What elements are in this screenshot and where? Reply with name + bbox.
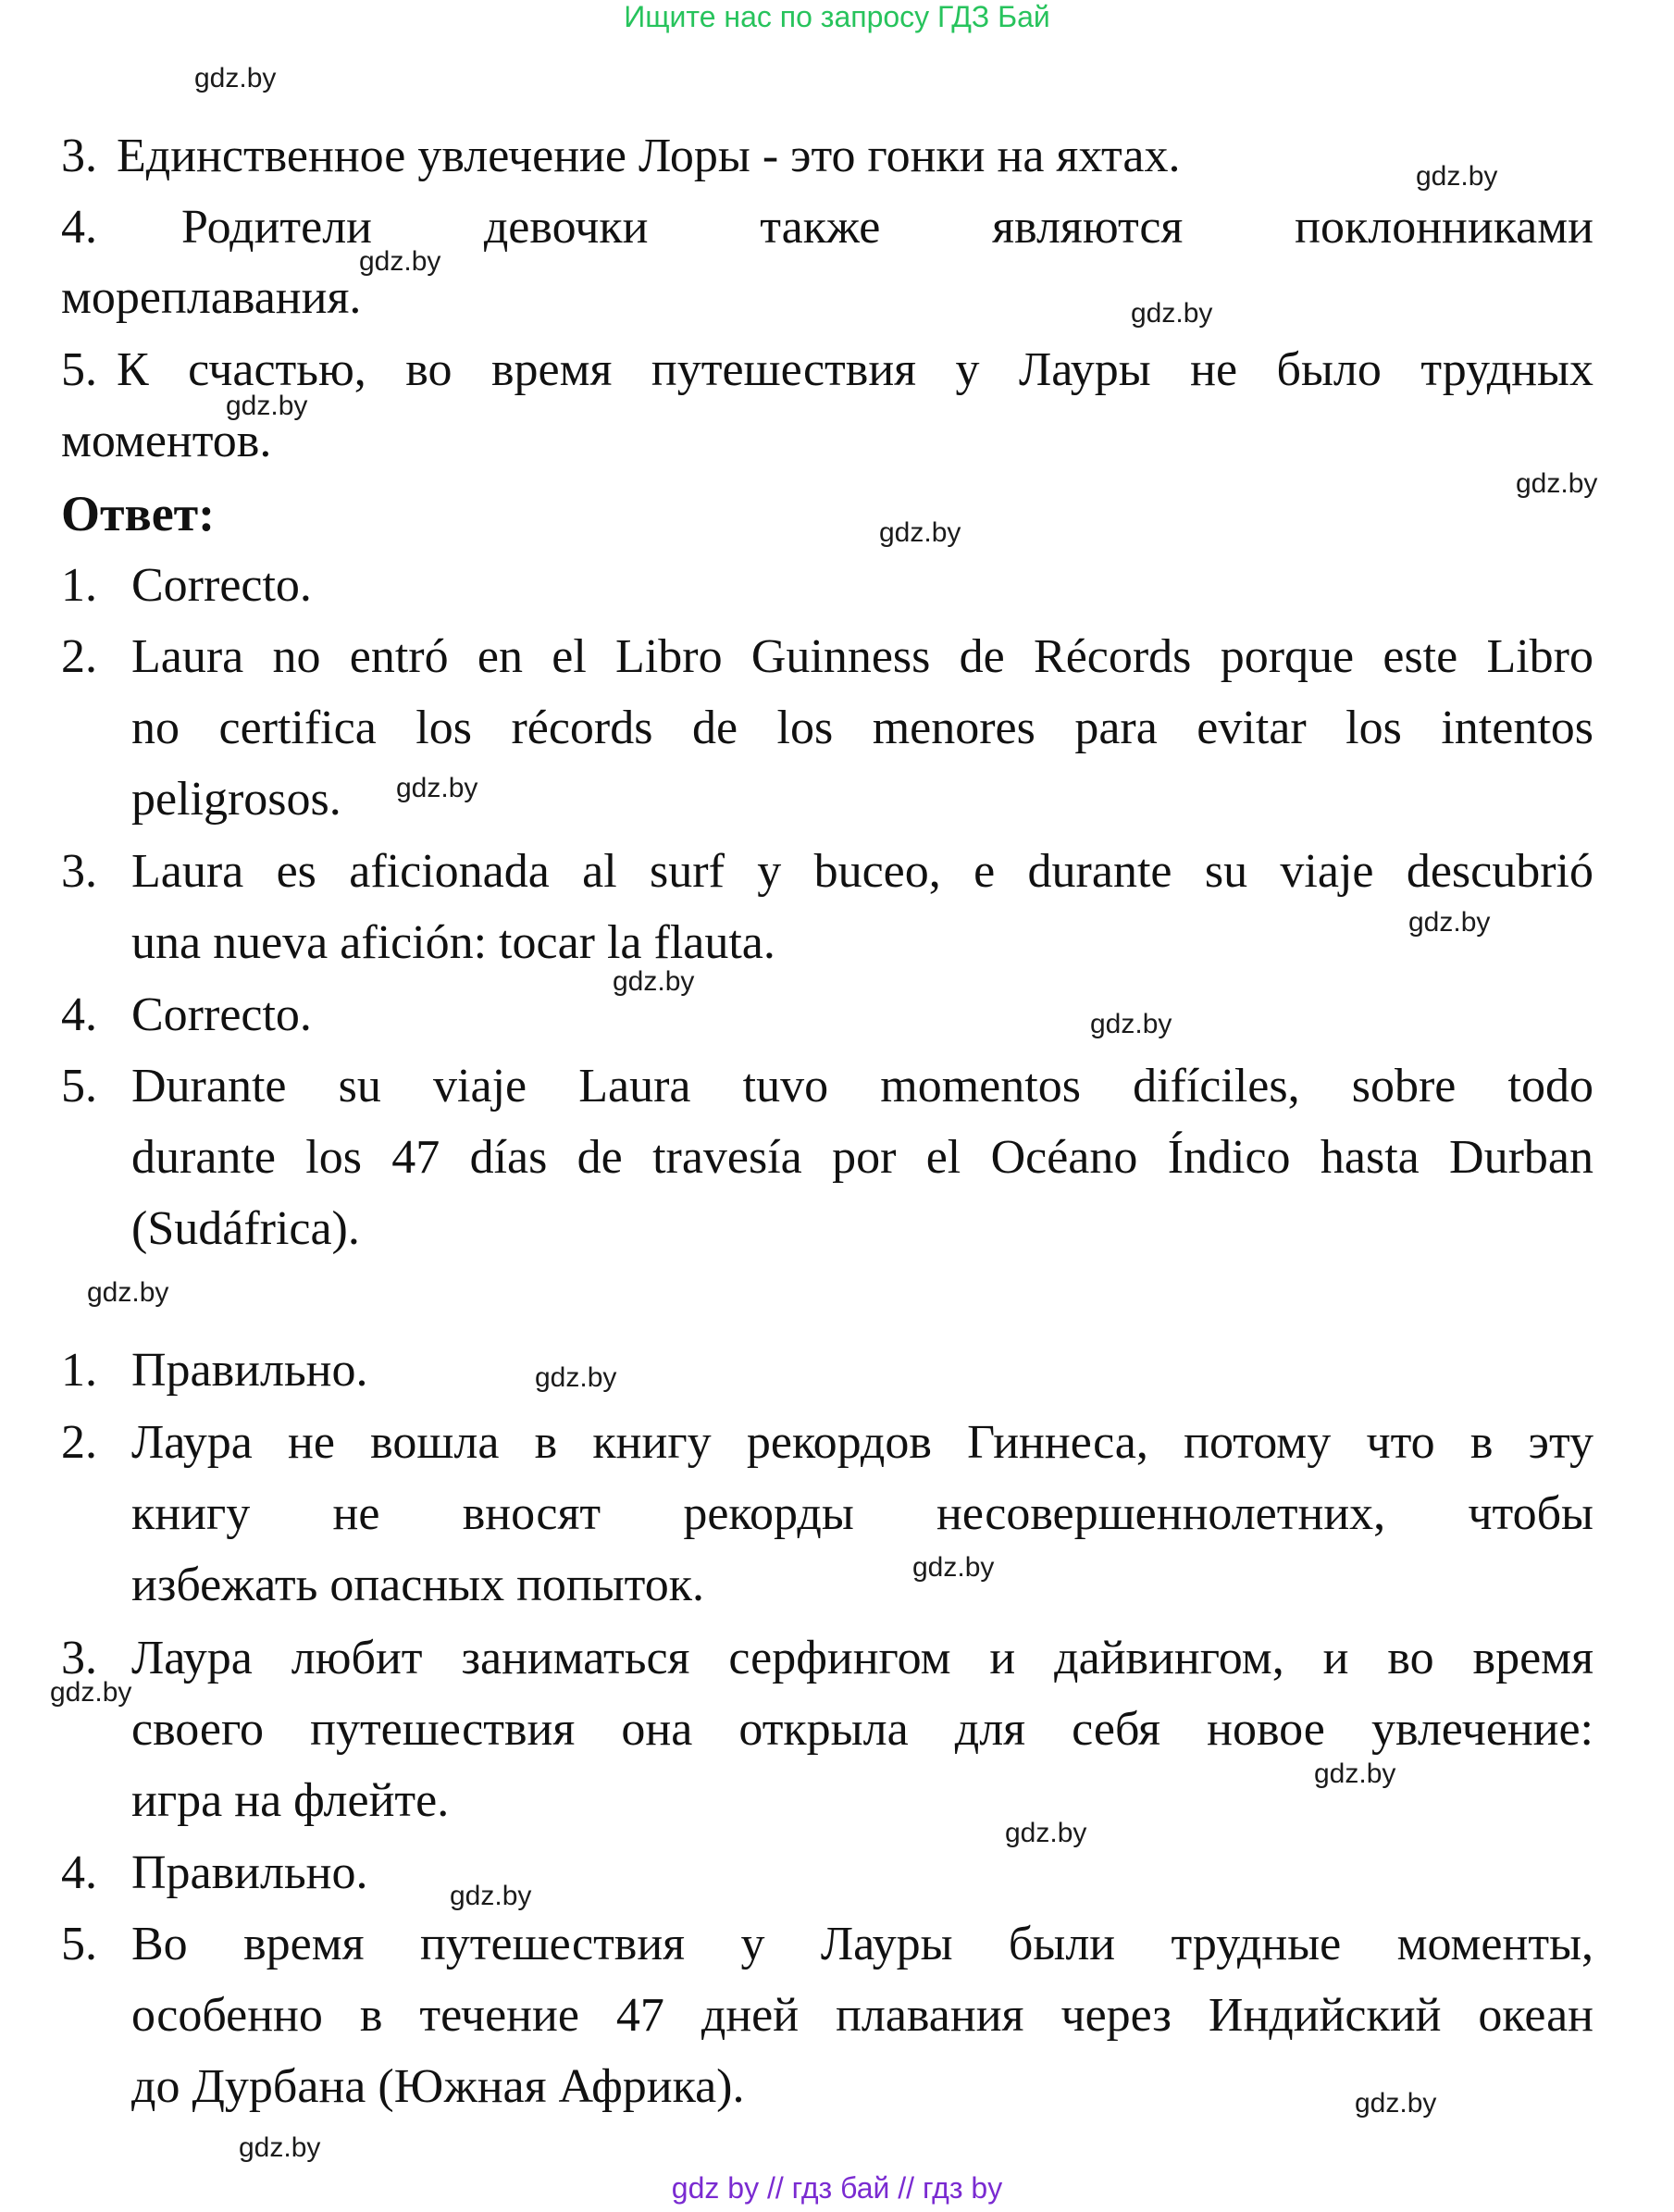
watermark: gdz.by [194, 63, 277, 93]
answer-es-1 [61, 550, 1593, 621]
watermark: gdz.by [359, 246, 441, 277]
answer-text-row: Во время путешествия у Лауры были трудные моменты, [131, 1918, 1593, 1970]
answer-text-row: Correcto. [131, 988, 312, 1041]
watermark: gdz.by [879, 517, 961, 548]
answer-number: 2. [61, 1416, 97, 1469]
answer-text-row: игра на флейте. [131, 1774, 450, 1827]
watermark: gdz.by [1131, 298, 1213, 329]
statement-3 [61, 120, 1593, 192]
statement-text-row: Родители девочки также являются поклонниками [181, 201, 1593, 254]
watermark: gdz.by [1416, 161, 1498, 192]
answer-text-row: Лаура любит заниматься серфингом и дайвингом, и во время [131, 1632, 1593, 1684]
watermark: gdz.by [87, 1277, 169, 1308]
answer-es-5 [61, 1050, 1593, 1264]
answer-text-row: Правильно. [131, 1344, 368, 1397]
answer-ru-1 [61, 1335, 1593, 1406]
answer-ru-3 [61, 1622, 1593, 1836]
top-banner: Ищите нас по запросу ГДЗ Бай [624, 0, 1050, 33]
answer-text-row: durante los 47 días de travesía por el Océano Índico hasta Durban [131, 1131, 1593, 1184]
answer-number: 5. [61, 1918, 97, 1970]
statement-4-continuation: мореплавания. [61, 271, 362, 324]
answer-heading: Ответ: [61, 486, 216, 541]
answer-text-row: Correcto. [131, 559, 312, 612]
answer-number: 2. [61, 630, 97, 683]
watermark: gdz.by [1314, 1758, 1396, 1789]
answer-number: 4. [61, 1846, 97, 1899]
answer-es-3 [61, 836, 1593, 978]
statement-4 [61, 192, 1593, 263]
answer-text-row: Laura es aficionada al surf y buceo, e durante su viaje descubrió [131, 845, 1593, 898]
answer-text-row: una nueva afición: tocar la flauta. [131, 916, 775, 969]
answer-es-2 [61, 621, 1593, 835]
answer-text-row: своего путешествия она открыла для себя новое увлечение: [131, 1703, 1593, 1756]
watermark: gdz.by [1408, 907, 1491, 938]
watermark: gdz.by [450, 1881, 532, 1911]
answer-number: 4. [61, 988, 97, 1041]
statement-text: Единственное увлечение Лоры - это гонки на яхтах. [117, 130, 1181, 182]
watermark: gdz.by [613, 966, 695, 997]
watermark: gdz.by [396, 773, 478, 803]
answer-ru-2 [61, 1407, 1593, 1621]
answer-text-row: до Дурбана (Южная Африка). [131, 2060, 745, 2113]
answer-number: 3. [61, 1632, 97, 1684]
statement-5-continuation: моментов. [61, 415, 272, 467]
watermark: gdz.by [1355, 2088, 1437, 2119]
answer-text-row: книгу не вносят рекорды несовершеннолетних, чтобы [131, 1487, 1593, 1540]
answer-number: 1. [61, 1344, 97, 1397]
answer-text-row: Laura no entró en el Libro Guinness de Récords porque este Libro [131, 630, 1593, 683]
statement-number: 4. [61, 201, 97, 254]
answer-number: 3. [61, 845, 97, 898]
statement-number: 3. [61, 130, 97, 182]
watermark: gdz.by [1005, 1818, 1087, 1848]
answer-text-row: no certifica los récords de los menores para evitar los intentos [131, 702, 1593, 754]
watermark: gdz.by [239, 2132, 321, 2163]
answer-number: 1. [61, 559, 97, 612]
answer-text-row: Лаура не вошла в книгу рекордов Гиннеса, потому что в эту [131, 1416, 1593, 1469]
watermark: gdz.by [912, 1552, 995, 1583]
watermark: gdz.by [226, 391, 308, 421]
answer-ru-4 [61, 1837, 1593, 1908]
answer-es-4 [61, 979, 1593, 1050]
watermark: gdz.by [535, 1362, 617, 1393]
answer-text-row: Durante su viaje Laura tuvo momentos difíciles, sobre todo [131, 1060, 1593, 1112]
footer-links: gdz by // гдз бай // гдз by [671, 2171, 1003, 2205]
answer-text-row: особенно в течение 47 дней плавания через Индийский океан [131, 1989, 1593, 2042]
answer-text-row: (Sudáfrica). [131, 1202, 360, 1255]
statement-number: 5. [61, 343, 97, 396]
statement-text-row: К счастью, во время путешествия у Лауры не было трудных [117, 343, 1593, 396]
watermark: gdz.by [1090, 1009, 1172, 1039]
answer-number: 5. [61, 1060, 97, 1112]
answer-text-row: избежать опасных попыток. [131, 1559, 704, 1611]
watermark: gdz.by [1516, 468, 1598, 499]
answer-text-row: peligrosos. [131, 773, 341, 826]
watermark: gdz.by [50, 1677, 132, 1708]
answer-text-row: Правильно. [131, 1846, 368, 1899]
